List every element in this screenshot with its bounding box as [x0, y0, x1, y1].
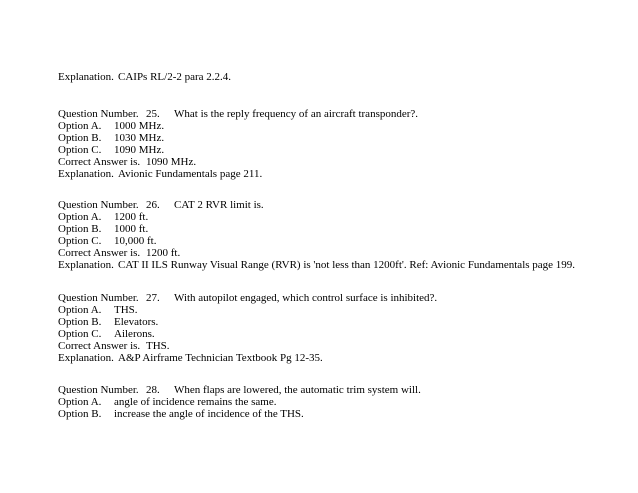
explanation-label: Explanation.	[58, 259, 114, 271]
explanation-text: A&P Airframe Technician Textbook Pg 12-35.	[118, 352, 323, 364]
explanation-line	[58, 71, 231, 83]
question-number-label: Question Number.	[58, 292, 139, 304]
correct-answer-line	[58, 340, 170, 352]
explanation-text: CAIPs RL/2-2 para 2.2.4.	[118, 71, 232, 83]
option-b-label: Option B.	[58, 223, 102, 235]
option-c-text: 1090 MHz.	[114, 144, 165, 156]
option-c-text: 10,000 ft.	[114, 235, 157, 247]
question-number-line	[58, 199, 264, 211]
correct-answer-line	[58, 156, 196, 168]
explanation-text: Avionic Fundamentals page 211.	[118, 168, 263, 180]
option-b-line	[58, 316, 158, 328]
correct-answer-label: Correct Answer is.	[58, 156, 141, 168]
option-a-line	[58, 304, 138, 316]
question-number: 25.	[146, 108, 160, 120]
option-c-line	[58, 235, 156, 247]
option-b-text: 1030 MHz.	[114, 132, 165, 144]
option-a-line	[58, 211, 148, 223]
question-number-label: Question Number.	[58, 199, 139, 211]
explanation-line	[58, 352, 323, 364]
option-b-line	[58, 132, 164, 144]
correct-answer-text: 1200 ft.	[146, 247, 181, 259]
question-text: CAT 2 RVR limit is.	[174, 199, 264, 211]
option-a-text: 1000 MHz.	[114, 120, 165, 132]
option-b-label: Option B.	[58, 316, 102, 328]
option-a-text: THS.	[114, 304, 138, 316]
option-c-line	[58, 144, 164, 156]
option-c-text: Ailerons.	[114, 328, 155, 340]
question-number-line	[58, 108, 418, 120]
explanation-label: Explanation.	[58, 352, 114, 364]
option-c-label: Option C.	[58, 235, 102, 247]
correct-answer-label: Correct Answer is.	[58, 340, 141, 352]
option-b-line	[58, 223, 148, 235]
question-number: 26.	[146, 199, 160, 211]
explanation-label: Explanation.	[58, 168, 114, 180]
question-number-line	[58, 384, 421, 396]
option-a-text: angle of incidence remains the same.	[114, 396, 277, 408]
option-b-line	[58, 408, 304, 420]
option-b-text: Elevators.	[114, 316, 159, 328]
question-number-label: Question Number.	[58, 384, 139, 396]
question-number-line	[58, 292, 437, 304]
option-a-line	[58, 396, 277, 408]
option-c-label: Option C.	[58, 144, 102, 156]
option-a-label: Option A.	[58, 304, 102, 316]
option-a-label: Option A.	[58, 211, 102, 223]
correct-answer-text: THS.	[146, 340, 170, 352]
option-a-label: Option A.	[58, 396, 102, 408]
option-c-label: Option C.	[58, 328, 102, 340]
option-a-text: 1200 ft.	[114, 211, 149, 223]
option-b-text: 1000 ft.	[114, 223, 149, 235]
option-b-label: Option B.	[58, 408, 102, 420]
question-number-label: Question Number.	[58, 108, 139, 120]
correct-answer-line	[58, 247, 180, 259]
correct-answer-text: 1090 MHz.	[146, 156, 197, 168]
option-c-line	[58, 328, 155, 340]
explanation-line	[58, 259, 575, 271]
question-text: When flaps are lowered, the automatic trim system will.	[174, 384, 421, 396]
question-number: 28.	[146, 384, 160, 396]
explanation-line	[58, 168, 262, 180]
option-b-text: increase the angle of incidence of the THS.	[114, 408, 304, 420]
question-text: With autopilot engaged, which control surface is inhibited?.	[174, 292, 438, 304]
correct-answer-label: Correct Answer is.	[58, 247, 141, 259]
option-a-line	[58, 120, 164, 132]
question-number: 27.	[146, 292, 160, 304]
question-text: What is the reply frequency of an aircraft transponder?.	[174, 108, 419, 120]
explanation-text: CAT II ILS Runway Visual Range (RVR) is 'not less than 1200ft'. Ref: Avionic Fundamentals page 199.	[118, 259, 576, 271]
option-b-label: Option B.	[58, 132, 102, 144]
option-a-label: Option A.	[58, 120, 102, 132]
explanation-label: Explanation.	[58, 71, 114, 83]
